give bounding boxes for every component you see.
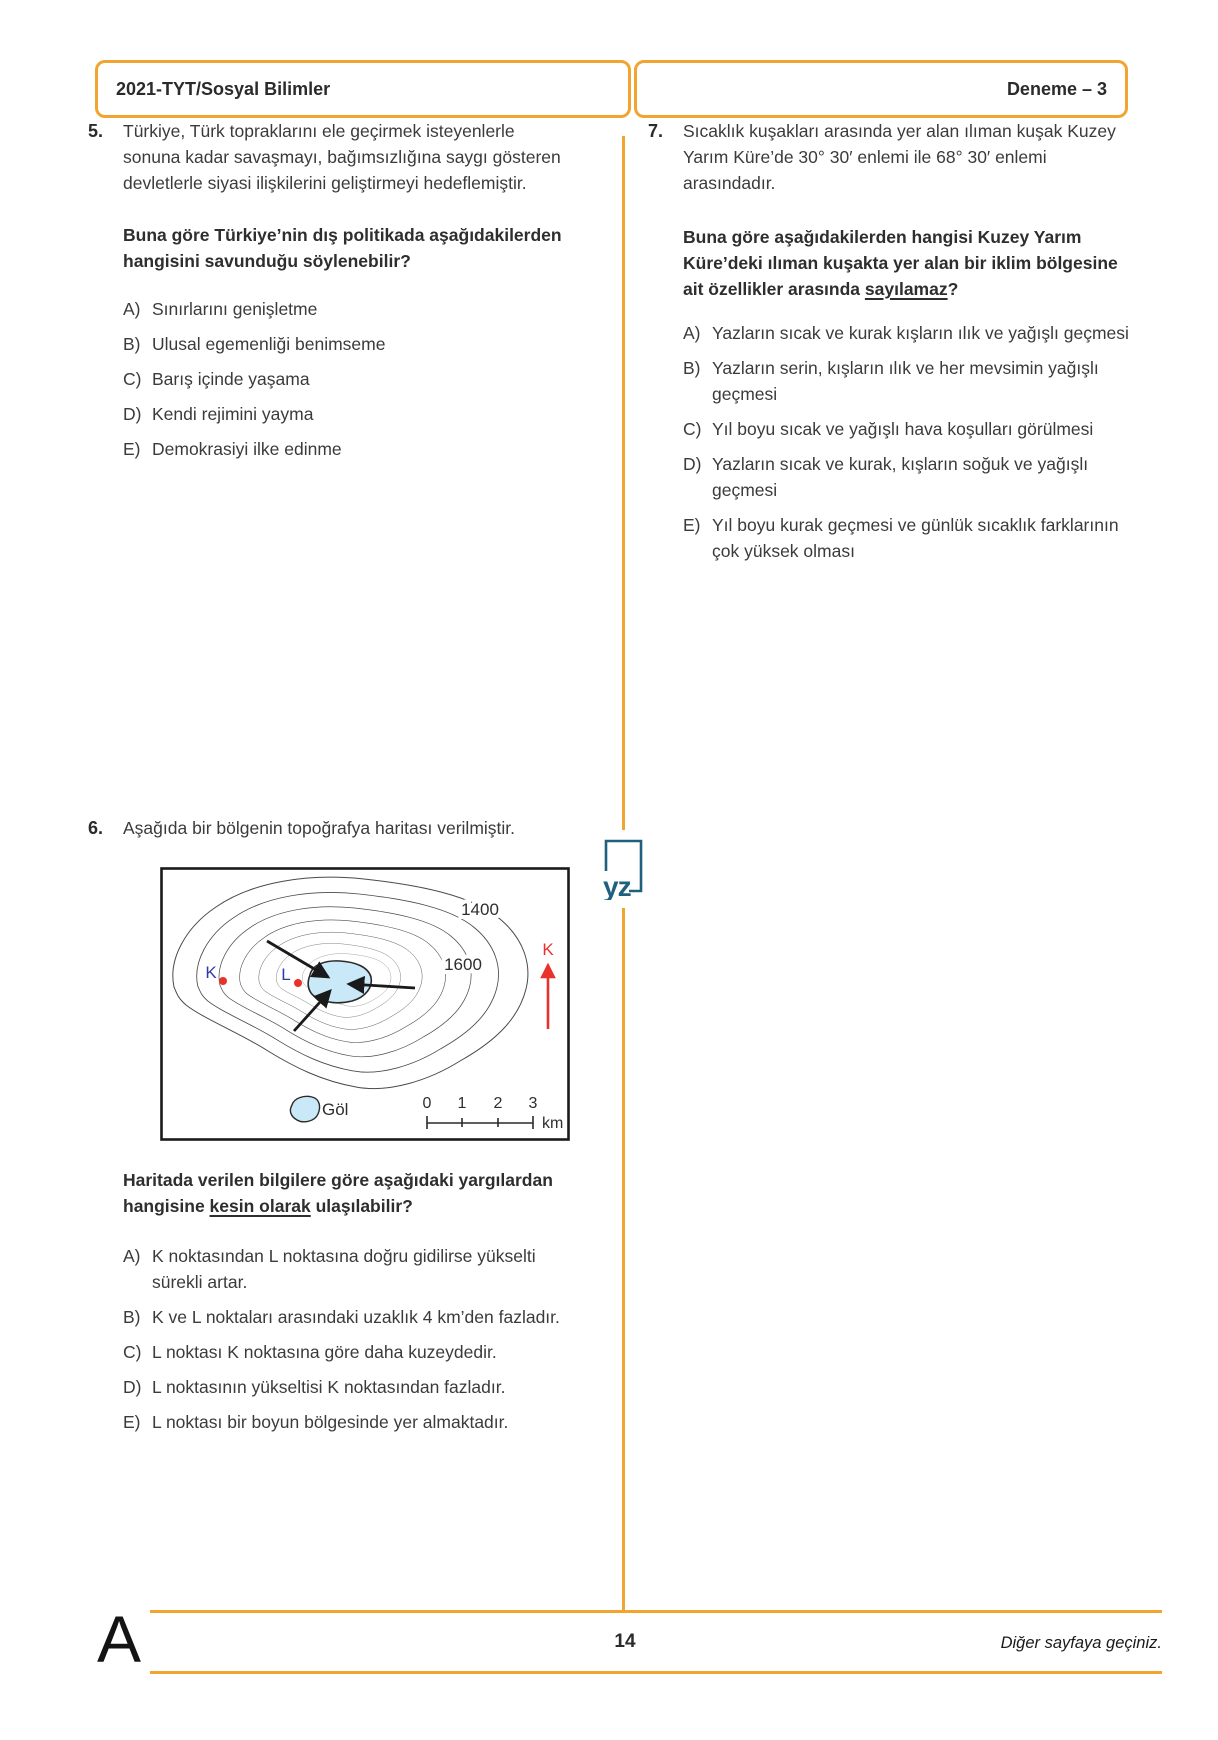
question-7-number: 7.	[648, 121, 664, 141]
booklet-letter: A	[97, 1602, 142, 1676]
question-7-body: Sıcaklık kuşakları arasında yer alan ılıman kuşak Kuzey Yarım Küre’de 30° 30′ enlemi ile 68° 30′ enlemi arasındadır.	[683, 121, 1116, 193]
topographic-map-figure	[160, 867, 580, 1141]
option-row: C) Barış içinde yaşama	[123, 369, 310, 389]
question-6-body: Aşağıda bir bölgenin topoğrafya haritası verilmiştir.	[123, 818, 516, 838]
option-row: E) Demokrasiyi ilke edinme	[123, 439, 342, 459]
option-row: D) Kendi rejimini yayma	[123, 404, 314, 424]
question-6	[88, 815, 580, 1444]
footer-note: Diğer sayfaya geçiniz.	[1000, 1634, 1162, 1652]
lake-legend-icon	[290, 1096, 319, 1121]
scale-unit-label: km	[542, 1115, 564, 1132]
column-divider-bottom	[622, 908, 625, 1611]
lake-legend-label: Göl	[322, 1100, 349, 1119]
question-7	[648, 118, 1140, 573]
logo-text: yz	[603, 871, 631, 900]
question-7-prompt: Buna göre aşağıdakilerden hangisi Kuzey Yarım Küre’deki ılıman kuşakta yer alan bir iklim bölgesine ait özellikler arasında sayılamaz?	[683, 227, 1118, 299]
column-divider-top	[622, 136, 625, 830]
point-k-dot	[219, 977, 227, 985]
question-6-number: 6.	[88, 818, 104, 838]
contour-label-1600: 1600	[444, 955, 482, 974]
option-row: A) K noktasından L noktasına doğru gidilirse yükselti sürekli artar.	[123, 1246, 536, 1292]
footer-rule-bottom	[150, 1671, 1162, 1674]
option-row: B) K ve L noktaları arasındaki uzaklık 4 km’den fazladır.	[123, 1307, 560, 1327]
option-row: E) L noktası bir boyun bölgesinde yer almaktadır.	[123, 1412, 509, 1432]
yz-logo-icon	[602, 838, 644, 900]
scale-tick-1: 1	[457, 1095, 467, 1112]
point-l-dot	[294, 979, 302, 987]
option-row: C) Yıl boyu sıcak ve yağışlı hava koşulları görülmesi	[683, 419, 1094, 439]
page-number: 14	[614, 1631, 636, 1652]
exam-title: 2021-TYT/Sosyal Bilimler	[116, 78, 331, 99]
option-row: B) Ulusal egemenliği benimseme	[123, 334, 386, 354]
option-row: E) Yıl boyu kurak geçmesi ve günlük sıcaklık farklarının çok yüksek olması	[683, 515, 1119, 561]
point-k-label: K	[205, 963, 217, 982]
topographic-map	[160, 867, 570, 1141]
scale-tick-3: 3	[528, 1095, 538, 1112]
scale-tick-2: 2	[493, 1095, 503, 1112]
question-5-options	[123, 296, 570, 462]
question-7-options	[683, 320, 1140, 564]
north-label: K	[542, 940, 554, 959]
header-booklet-title-box	[634, 60, 1128, 118]
booklet-title: Deneme – 3	[1006, 78, 1107, 99]
publisher-logo	[602, 838, 644, 905]
summit-lake	[308, 961, 371, 1003]
option-row: C) L noktası K noktasına göre daha kuzeydedir.	[123, 1342, 497, 1362]
option-row: A) Yazların sıcak ve kurak kışların ılık ve yağışlı geçmesi	[683, 323, 1129, 343]
option-row: D) Yazların sıcak ve kurak, kışların soğuk ve yağışlı geçmesi	[683, 454, 1089, 500]
question-6-options	[123, 1243, 580, 1435]
point-l-label: L	[281, 965, 291, 984]
question-5-body: Türkiye, Türk topraklarını ele geçirmek isteyenlerle sonuna kadar savaşmayı, bağımsızlığına saygı gösteren devletlerle siyasi ilişkilerini geliştirmeyi hedeflemiştir.	[123, 121, 561, 193]
option-row: A) Sınırlarını genişletme	[123, 299, 318, 319]
question-5	[88, 118, 570, 471]
question-5-number: 5.	[88, 121, 104, 141]
question-5-prompt: Buna göre Türkiye’nin dış politikada aşağıdakilerden hangisini savunduğu söylenebilir?	[123, 225, 562, 271]
option-row: D) L noktasının yükseltisi K noktasından fazladır.	[123, 1377, 506, 1397]
scale-tick-0: 0	[422, 1095, 432, 1112]
contour-label-1400: 1400	[461, 900, 499, 919]
question-6-prompt: Haritada verilen bilgilere göre aşağıdaki yargılardan hangisine kesin olarak ulaşılabilir?	[123, 1170, 553, 1216]
footer-rule-top	[150, 1610, 1162, 1613]
header-exam-title-box	[95, 60, 631, 118]
option-row: B) Yazların serin, kışların ılık ve her mevsimin yağışlı geçmesi	[683, 358, 1099, 404]
